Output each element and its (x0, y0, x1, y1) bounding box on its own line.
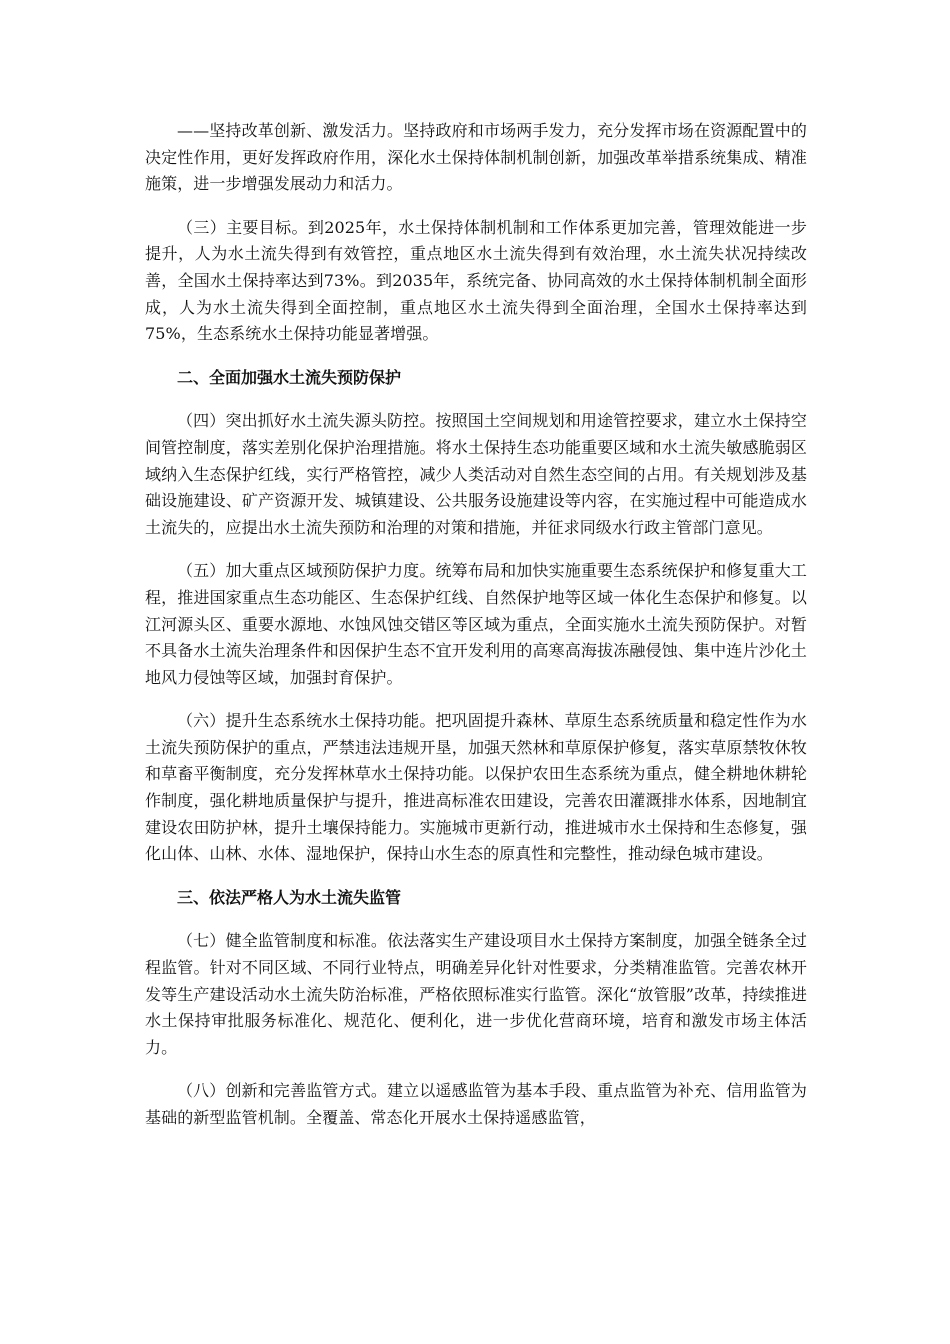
document-page (145, 118, 807, 1149)
paragraph-supervision-methods: （八）创新和完善监管方式。建立以遥感监管为基本手段、重点监管为补充、信用监管为基础的新型监管机制。全覆盖、常态化开展水土保持遥感监管， (145, 1081, 807, 1127)
paragraph-ecosystem-function: （六）提升生态系统水土保持功能。把巩固提升森林、草原生态系统质量和稳定性作为水土流失预防保护的重点，严禁违法违规开垦，加强天然林和草原保护修复，落实草原禁牧休牧和草畜平衡制度，充分发挥林草水土保持功能。以保护农田生态系统为重点，健全耕地休耕轮作制度，强化耕地质量保护与提升，推进高标准农田建设，完善农田灌溉排水体系，因地制宜建设农田防护林，提升土壤保持能力。实施城市更新行动，推进城市水土保持和生态修复，强化山体、山林、水体、湿地保护，保持山水生态的原真性和完整性，推动绿色城市建设。 (145, 711, 807, 864)
paragraph-reform-innovation: ——坚持改革创新、激发活力。坚持政府和市场两手发力，充分发挥市场在资源配置中的决定性作用，更好发挥政府作用，深化水土保持体制机制创新，加强改革举措系统集成、精准施策，进一步增强发展动力和活力。 (145, 121, 807, 194)
section-heading-supervision: 三、依法严格人为水土流失监管 (177, 887, 402, 907)
paragraph-main-targets: （三）主要目标。到2025年，水土保持体制机制和工作体系更加完善，管理效能进一步提升，人为水土流失得到有效管控，重点地区水土流失得到有效治理，水土流失状况持续改善，全国水土保持率达到73%。到2035年，系统完备、协同高效的水土保持体制机制全面形成，人为水土流失得到全面控制，重点地区水土流失得到全面治理，全国水土保持率达到75%，生态系统水土保持功能显著增强。 (145, 217, 807, 344)
paragraph-key-area-protection: （五）加大重点区域预防保护力度。统筹布局和加快实施重要生态系统保护和修复重大工程，推进国家重点生态功能区、生态保护红线、自然保护地等区域一体化生态保护和修复。以江河源头区、重要水源地、水蚀风蚀交错区等区域为重点，全面实施水土流失预防保护。对暂不具备水土流失治理条件和因保护生态不宜开发利用的高寒高海拔冻融侵蚀、集中连片沙化土地风力侵蚀等区域，加强封育保护。 (145, 561, 807, 687)
section-heading-prevention: 二、全面加强水土流失预防保护 (177, 367, 402, 387)
paragraph-supervision-system: （七）健全监管制度和标准。依法落实生产建设项目水土保持方案制度，加强全链条全过程监管。针对不同区域、不同行业特点，明确差异化针对性要求，分类精准监管。完善农林开发等生产建设活动水土流失防治标准，严格依照标准实行监管。深化“放管服”改革，持续推进水土保持审批服务标准化、规范化、便利化，进一步优化营商环境，培育和激发市场主体活力。 (145, 931, 807, 1057)
paragraph-source-control: （四）突出抓好水土流失源头防控。按照国土空间规划和用途管控要求，建立水土保持空间管控制度，落实差别化保护治理措施。将水土保持生态功能重要区域和水土流失敏感脆弱区域纳入生态保护红线，实行严格管控，减少人类活动对自然生态空间的占用。有关规划涉及基础设施建设、矿产资源开发、城镇建设、公共服务设施建设等内容，在实施过程中可能造成水土流失的，应提出水土流失预防和治理的对策和措施，并征求同级水行政主管部门意见。 (145, 411, 807, 537)
